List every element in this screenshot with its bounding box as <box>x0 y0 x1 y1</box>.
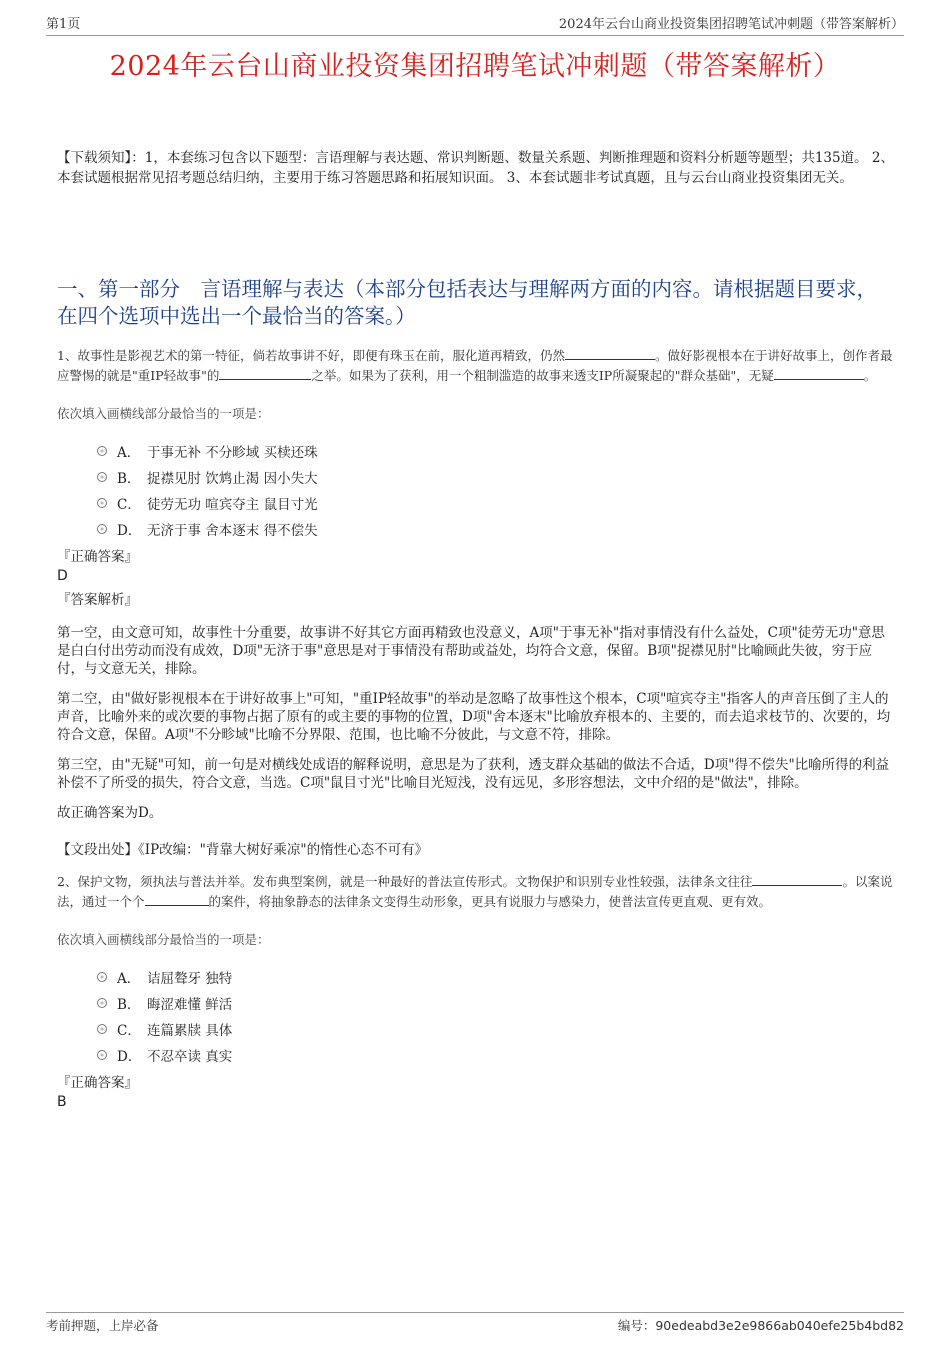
document-body <box>57 346 895 1111</box>
page-footer <box>46 1312 904 1334</box>
passage-source: 【文段出处】《IP改编："背靠大树好乘凉"的惰性心态不可有》 <box>57 842 429 858</box>
download-notice: 【下载须知】：1，本套练习包含以下题型：言语理解与表达题、常识判断题、数量关系题、判断推理题和资料分析题等题型；共135道。 2、本套试题根据常见招考题总结归纳，主要用于练习答题思路和拓展知识面。 3、本套试题非考试真题，且与云台山商业投资集团无关。 <box>57 150 894 186</box>
radio-icon[interactable] <box>97 472 107 482</box>
analysis-conclusion: 故正确答案为D。 <box>57 805 163 821</box>
blank-1 <box>752 873 842 886</box>
answer-label: 『正确答案』 <box>57 549 138 565</box>
option-a[interactable]: A． 诘屈聱牙 独特 <box>97 964 895 990</box>
header-doc-title: 2024年云台山商业投资集团招聘笔试冲刺题（带答案解析） <box>558 17 904 32</box>
analysis-paragraph-2: 第二空，由"做好影视根本在于讲好故事上"可知，"重IP轻故事"的举动是忽略了故事性这个根本，C项"喧宾夺主"指客人的声音压倒了主人的声音，比喻外来的或次要的事物占据了原有的或主要的事物的位置，D项"舍本逐末"比喻放弃根本的、主要的，而去追求枝节的、次要的，均符合文意，保留。A项"不分畛域"比喻不分界限、范围，也比喻不分彼此，与文意不符，排除。 <box>57 691 891 743</box>
question-2-stem: 2、保护文物，须执法与普法并举。发布典型案例，就是一种最好的普法宣传形式。文物保护和识别专业性较强，法律条文往往 。以案说法，通过一个个 的案件，将抽象静态的法律条文变得生动形象，更具有说服力与感染力，使普法宣传更直观、更有效。 <box>57 874 893 909</box>
footer-slogan: 考前押题，上岸必备 <box>46 1318 159 1333</box>
option-a[interactable]: A． 于事无补 不分畛域 买椟还珠 <box>97 438 895 464</box>
option-b[interactable]: B． 捉襟见肘 饮鸩止渴 因小失大 <box>97 464 895 490</box>
blank-1 <box>565 347 655 360</box>
analysis-paragraph-1: 第一空，由文意可知，故事性十分重要，故事讲不好其它方面再精致也没意义，A项"于事无补"指对事情没有什么益处，C项"徒劳无功"意思是白白付出劳动而没有成效，D项"无济于事"意思是对于事情没有帮助或益处，均符合文意，保留。B项"捉襟见肘"比喻顾此失彼，穷于应付，与文意无关，排除。 <box>57 625 885 677</box>
document-title: 2024年云台山商业投资集团招聘笔试冲刺题（带答案解析） <box>109 51 841 82</box>
section-heading: 一、第一部分 言语理解与表达（本部分包括表达与理解两方面的内容。请根据题目要求，在四个选项中选出一个最恰当的答案。） <box>57 277 877 328</box>
radio-icon[interactable] <box>97 524 107 534</box>
answer-label: 『正确答案』 <box>57 1075 138 1091</box>
option-b[interactable]: B． 晦涩难懂 鲜活 <box>97 990 895 1016</box>
question-1-prompt: 依次填入画横线部分最恰当的一项是： <box>57 406 270 421</box>
question-1-options <box>97 438 895 542</box>
analysis-label: 『答案解析』 <box>57 592 138 608</box>
question-2-options <box>97 964 895 1068</box>
blank-2 <box>219 367 311 380</box>
document-code: 编号：90edeabd3e2e9866ab040efe25b4bd82 <box>617 1318 904 1333</box>
question-2-prompt: 依次填入画横线部分最恰当的一项是： <box>57 932 270 947</box>
radio-icon[interactable] <box>97 498 107 508</box>
correct-answer: B <box>57 1094 67 1110</box>
analysis-paragraph-3: 第三空，由"无疑"可知，前一句是对横线处成语的解释说明，意思是为了获利，透支群众基础的做法不合适，D项"得不偿失"比喻所得的利益补偿不了所受的损失，符合文意，当选。C项"鼠目寸光"比喻目光短浅，没有远见，多形容想法，文中介绍的是"做法"，排除。 <box>57 757 890 791</box>
page-header <box>46 12 904 36</box>
option-c[interactable]: C． 徒劳无功 喧宾夺主 鼠目寸光 <box>97 490 895 516</box>
correct-answer: D <box>57 568 68 584</box>
radio-icon[interactable] <box>97 972 107 982</box>
radio-icon[interactable] <box>97 1024 107 1034</box>
option-d[interactable]: D． 无济于事 舍本逐末 得不偿失 <box>97 516 895 542</box>
radio-icon[interactable] <box>97 998 107 1008</box>
option-d[interactable]: D． 不忍卒读 真实 <box>97 1042 895 1068</box>
option-c[interactable]: C． 连篇累牍 具体 <box>97 1016 895 1042</box>
blank-2 <box>145 893 209 906</box>
question-1-stem: 1、故事性是影视艺术的第一特征，倘若故事讲不好，即便有珠玉在前，服化道再精致，仍然 。做好影视根本在于讲好故事上，创作者最应警惕的就是"重IP轻故事"的 之举。如果为了获利，用一个粗制滥造的故事来透支IP所凝聚起的"群众基础"，无疑 。 <box>57 348 893 383</box>
radio-icon[interactable] <box>97 446 107 456</box>
blank-3 <box>774 367 864 380</box>
page-number: 第1页 <box>46 17 81 32</box>
radio-icon[interactable] <box>97 1050 107 1060</box>
